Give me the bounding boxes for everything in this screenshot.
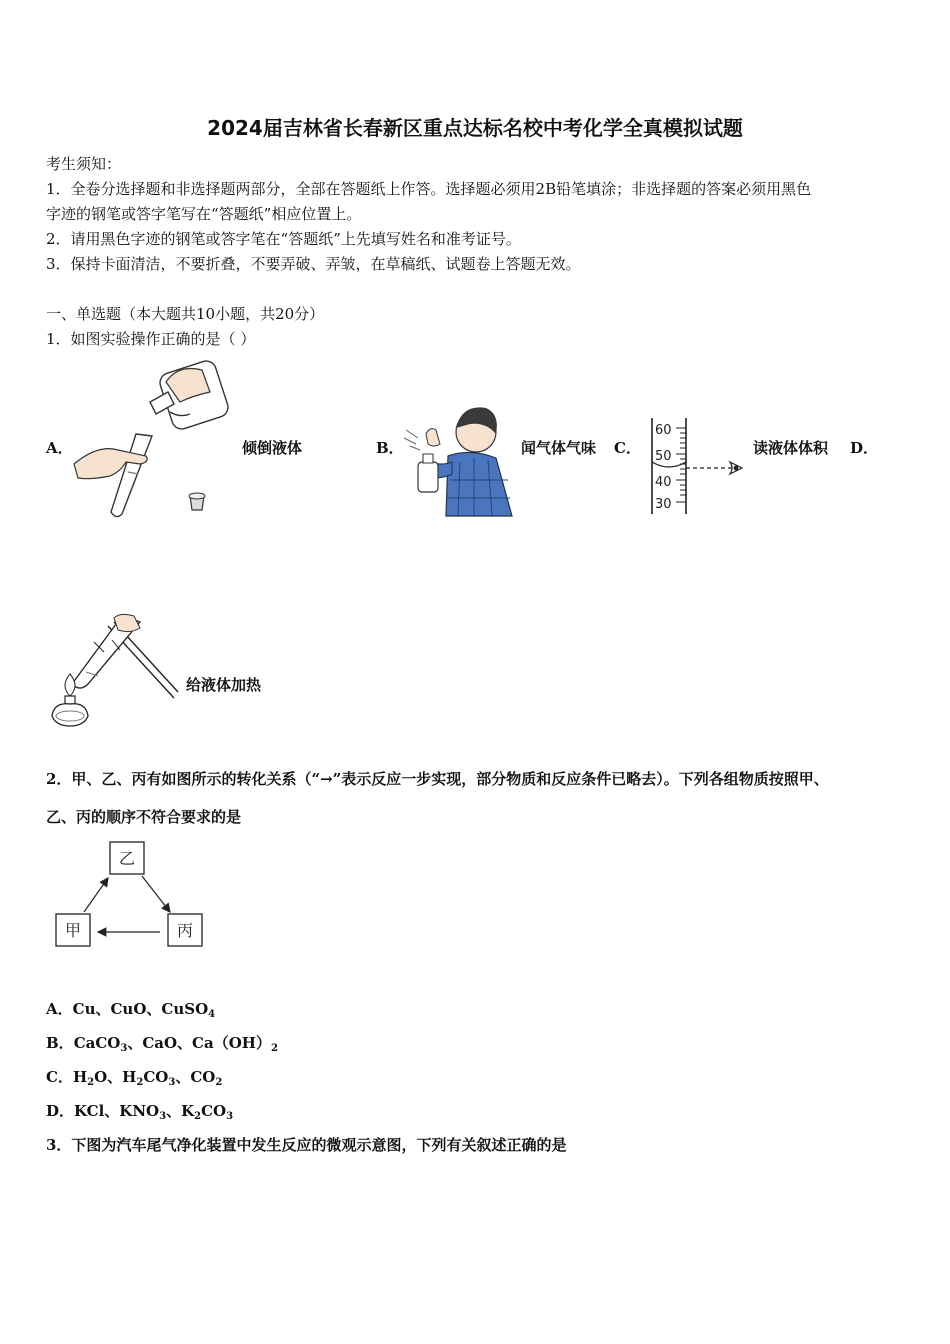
q1-stem: 1．如图实验操作正确的是（ ） [46,330,256,348]
tick-label-40: 40 [655,475,672,490]
q3-stem: 3．下图为汽车尾气净化装置中发生反应的微观示意图，下列有关叙述正确的是 [46,1136,567,1154]
q2-stem-line-2: 乙、丙的顺序不符合要求的是 [46,808,242,826]
q1-option-c-letter: C． [614,439,641,457]
section-heading: 一、单选题（本大题共10小题，共20分） [46,305,325,323]
node-jia: 甲 [64,921,82,940]
q2-option-c: C．$H_2O$、$H_2CO_3$、$CO_2$ [46,1068,223,1088]
tick-label-60: 60 [655,423,672,438]
q2-option-b: B．CaCO$_3$、CaO、$Ca(OH)_2$ [46,1034,278,1054]
q2-stem-line-1: 2．甲、乙、丙有如图所示的转化关系（“→”表示反应一步实现，部分物质和反应条件已略去）。下列各组物质按照甲、 [46,770,829,788]
node-bing: 丙 [176,921,194,940]
page-title: 2024届吉林省长春新区重点达标名校中考化学全真模拟试题 [207,116,743,140]
notice-item-1a: 1．全卷分选择题和非选择题两部分，全部在答题纸上作答。选择题必须用2B铅笔填涂；非选择题的答案必须用黑色 [46,180,812,198]
notice-item-3: 3．保持卡面清洁，不要折叠，不要弄破、弄皱，在草稿纸、试题卷上答题无效。 [46,255,581,273]
q1-option-a-caption: 倾倒液体 [242,439,303,457]
notice-item-1b: 字迹的钢笔或答字笔写在“答题纸”相应位置上。 [46,205,362,223]
node-yi: 乙 [118,849,136,868]
smelling-gas-illustration [400,400,515,518]
q2-option-d: D．KCl、$KNO_3$、$K_2CO_3$ [46,1102,234,1122]
conversion-diagram [50,838,210,953]
notice-item-2: 2．请用黑色字迹的钢笔或答字笔在“答题纸”上先填写姓名和准考证号。 [46,230,521,248]
tick-label-30: 30 [655,497,672,512]
tick-label-50: 50 [655,449,672,464]
pouring-liquid-illustration [70,352,240,522]
q1-option-b-letter: B． [376,439,404,457]
q1-option-d-letter: D． [850,439,879,457]
heating-liquid-illustration [48,612,183,734]
q1-option-c-caption: 读液体体积 [753,439,829,457]
q1-option-b-caption: 闻气体气味 [521,439,597,457]
notice-heading: 考生须知： [46,155,122,173]
q2-option-a: A．Cu、CuO、CuSO$_4$ [46,1000,216,1020]
q1-option-a-letter: A． [46,439,73,457]
reading-volume-illustration [648,416,748,516]
q1-option-d-caption: 给液体加热 [186,676,262,694]
